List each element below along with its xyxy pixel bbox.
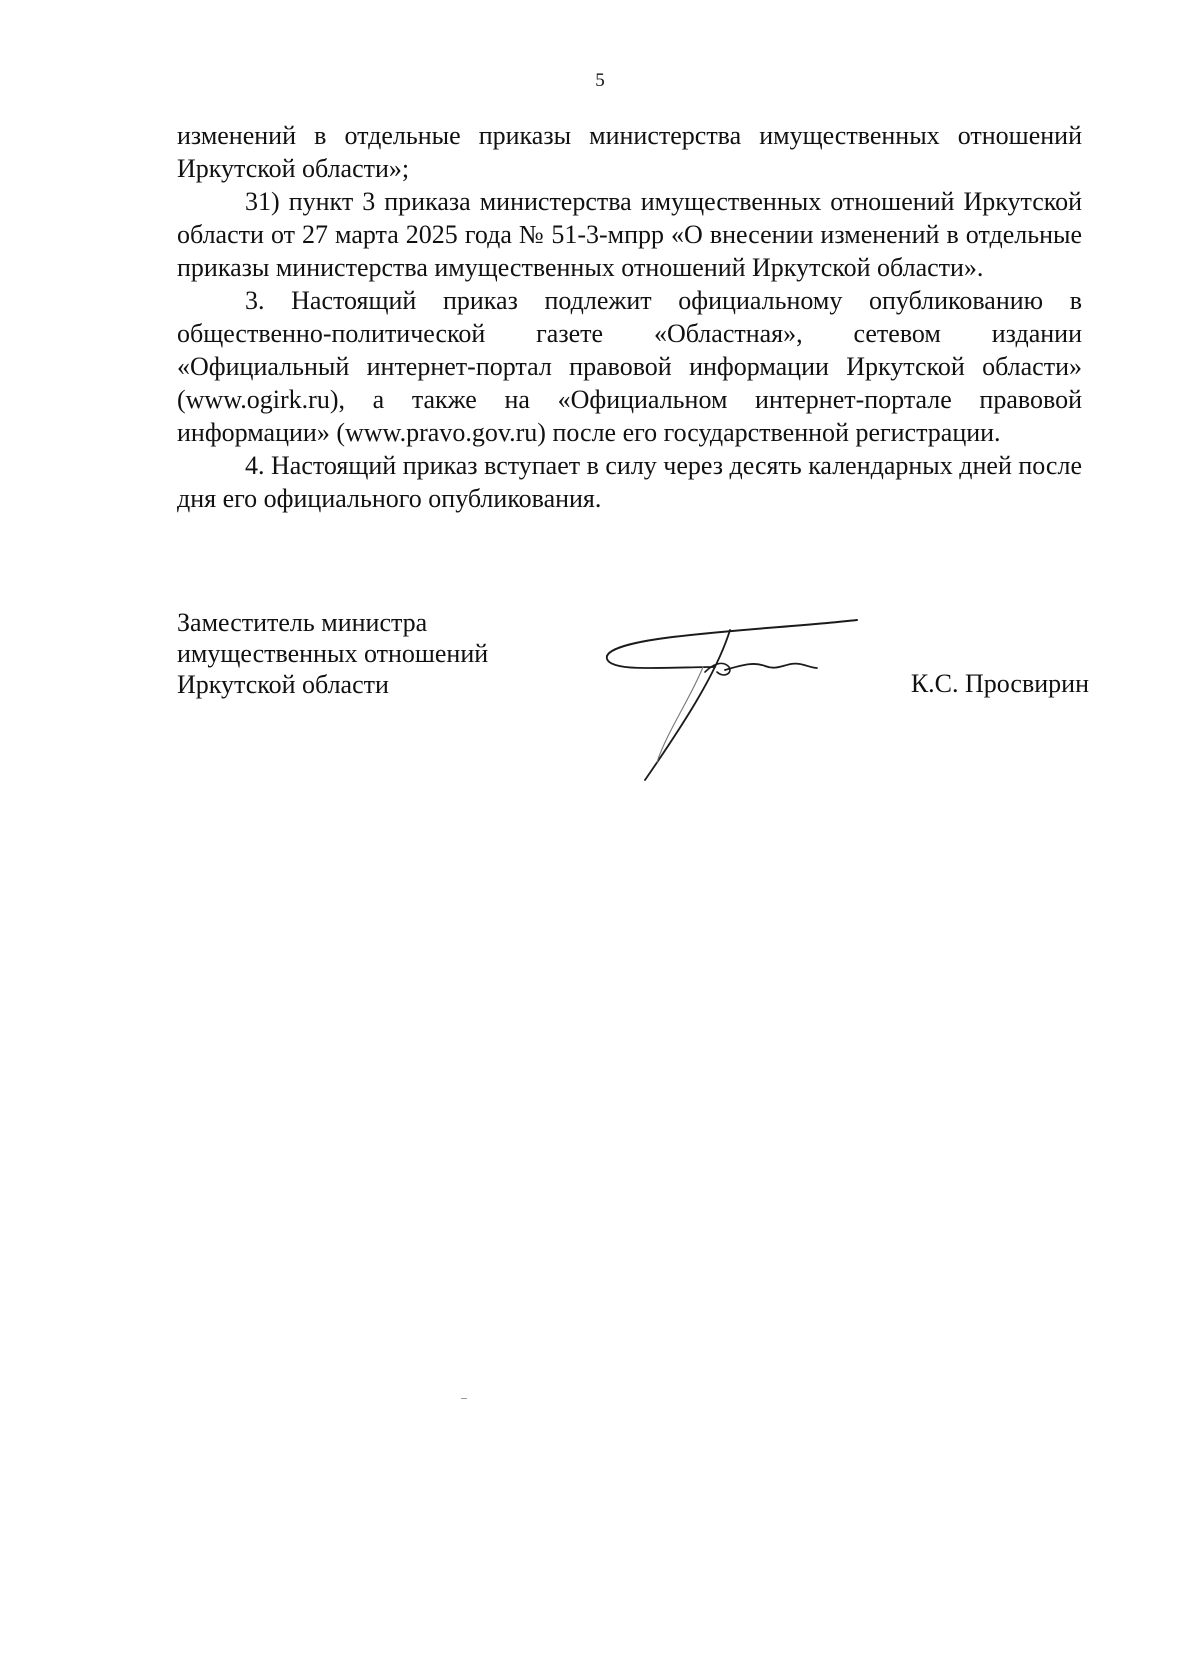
signer-position-line: Иркутской области [177,670,389,699]
scan-artifact [461,1398,467,1399]
paragraph-item-4: 4. Настоящий приказ вступает в силу через десять календарных дней после дня его официального опубликования. [177,451,1082,513]
document-body [177,119,1082,515]
paragraph-item-31: 31) пункт 3 приказа министерства имущественных отношений Иркутской области от 27 марта 2025 года № 51-3-мпрр «О внесении изменений в отдельные приказы министерства имущественных отношений Иркутской области». [177,187,1082,282]
handwritten-signature [605,612,865,782]
signer-name: К.С. Просвирин [910,669,1089,698]
signer-position-line: Заместитель министра [177,608,428,637]
paragraph-item-3: 3. Настоящий приказ подлежит официальному опубликованию в общественно-политической газете «Областная», сетевом издании «Официальный интернет-портал правовой информации Иркутской области» (www.ogirk.ru), а также на «Официальном интернет-портале правовой информации» (www.pravo.gov.ru) после его государственной регистрации. [177,286,1082,447]
page-number: 5 [595,70,605,91]
signer-position [177,607,488,700]
paragraph-continuation: изменений в отдельные приказы министерства имущественных отношений Иркутской области»; [177,121,1082,183]
signer-position-line: имущественных отношений [177,639,489,668]
